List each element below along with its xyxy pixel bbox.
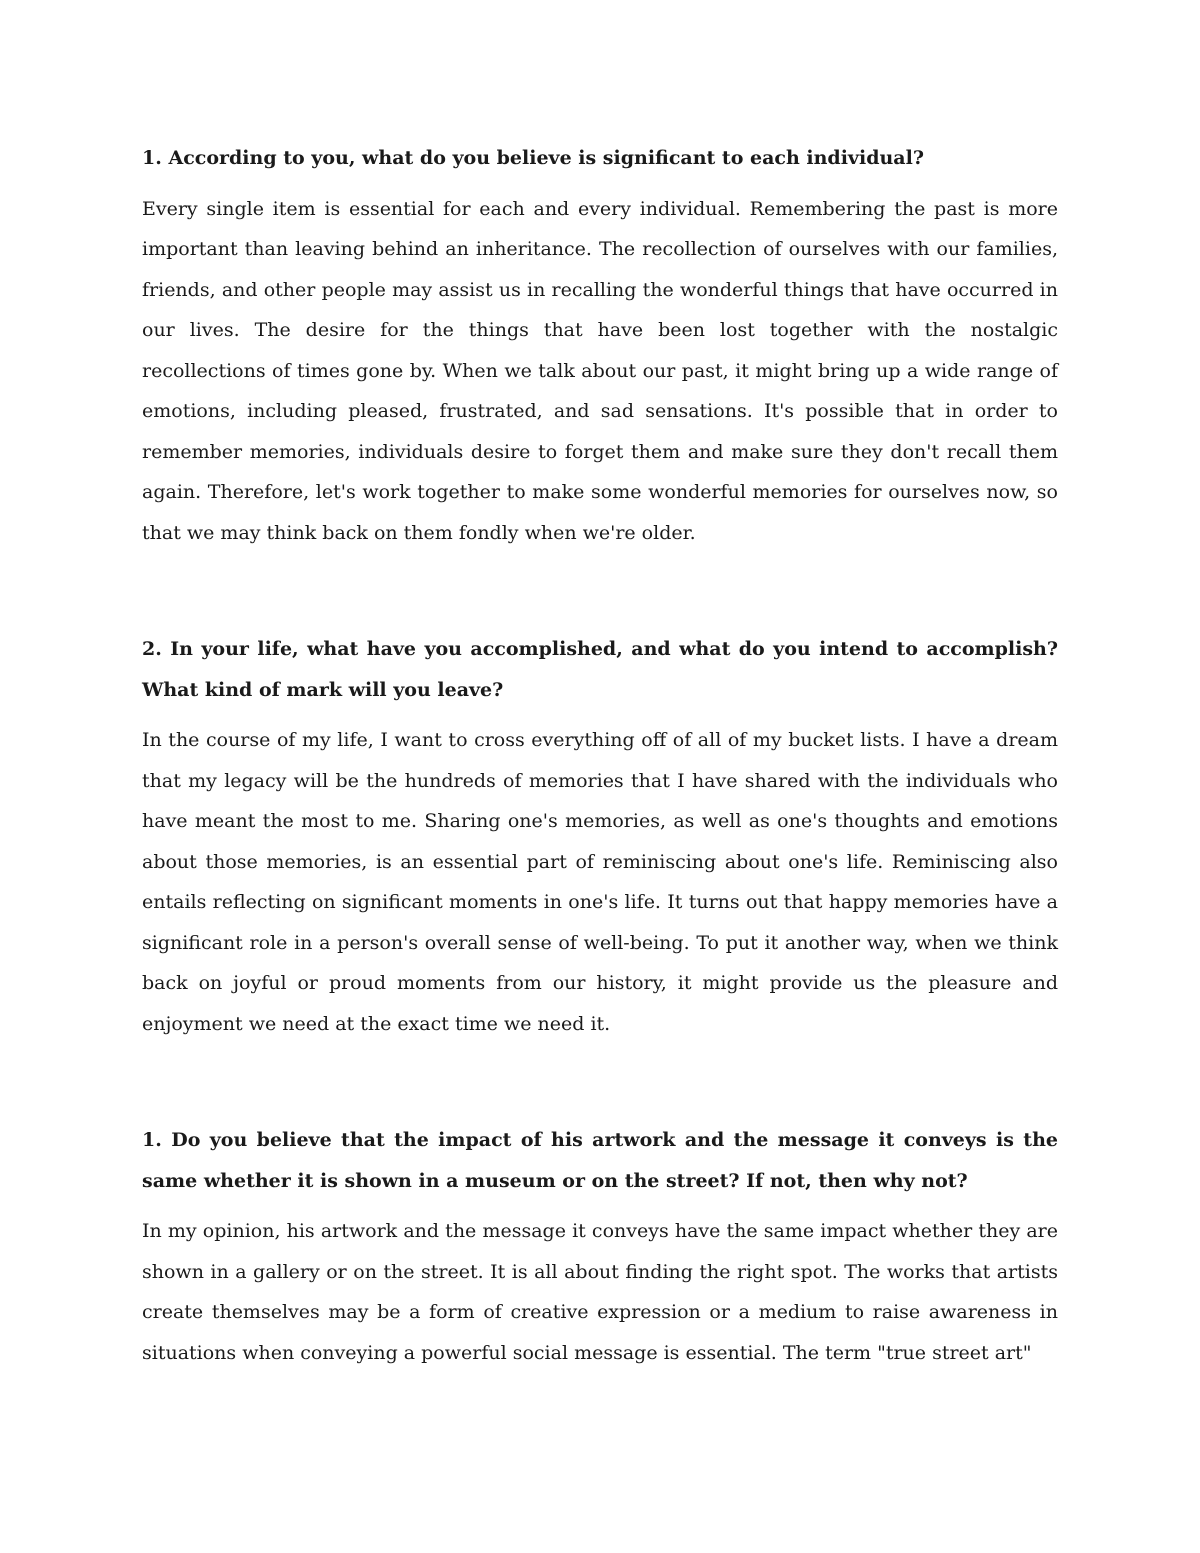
qa-section-2 <box>142 629 1058 1044</box>
question-heading: 2. In your life, what have you accomplished, and what do you intend to accomplish? What kind of mark will you leave? <box>142 638 1058 701</box>
answer-paragraph: In my opinion, his artwork and the message it conveys have the same impact whether they are shown in a gallery or on the street. It is all about finding the right spot. The works that artists create themselves may be a form of creative expression or a medium to raise awareness in situations when conveying a powerful social message is essential. The term "true street art" <box>142 1220 1058 1364</box>
answer-paragraph: In the course of my life, I want to cross everything off of all of my bucket lists. I have a dream that my legacy will be the hundreds of memories that I have shared with the individuals who have meant the most to me. Sharing one's memories, as well as one's thoughts and emotions about those memories, is an essential part of reminiscing about one's life. Reminiscing also entails reflecting on significant moments in one's life. It turns out that happy memories have a significant role in a person's overall sense of well-being. To put it another way, when we think back on joyful or proud moments from our history, it might provide us the pleasure and enjoyment we need at the exact time we need it. <box>142 729 1058 1035</box>
question-heading: 1. Do you believe that the impact of his artwork and the message it conveys is the same whether it is shown in a museum or on the street? If not, then why not? <box>142 1129 1058 1192</box>
question-heading: 1. According to you, what do you believe is significant to each individual? <box>142 147 924 169</box>
qa-section-3 <box>142 1120 1058 1373</box>
section-spacer <box>142 553 1058 629</box>
answer-paragraph: Every single item is essential for each and every individual. Remembering the past is more important than leaving behind an inheritance. The recollection of ourselves with our families, friends, and other people may assist us in recalling the wonderful things that have occurred in our lives. The desire for the things that have been lost together with the nostalgic recollections of times gone by. When we talk about our past, it might bring up a wide range of emotions, including pleased, frustrated, and sad sensations. It's possible that in order to remember memories, individuals desire to forget them and make sure they don't recall them again. Therefore, let's work together to make some wonderful memories for ourselves now, so that we may think back on them fondly when we're older. <box>142 197 1058 544</box>
section-spacer <box>142 1044 1058 1120</box>
document-body <box>142 138 1058 1373</box>
qa-section-1 <box>142 138 1058 553</box>
